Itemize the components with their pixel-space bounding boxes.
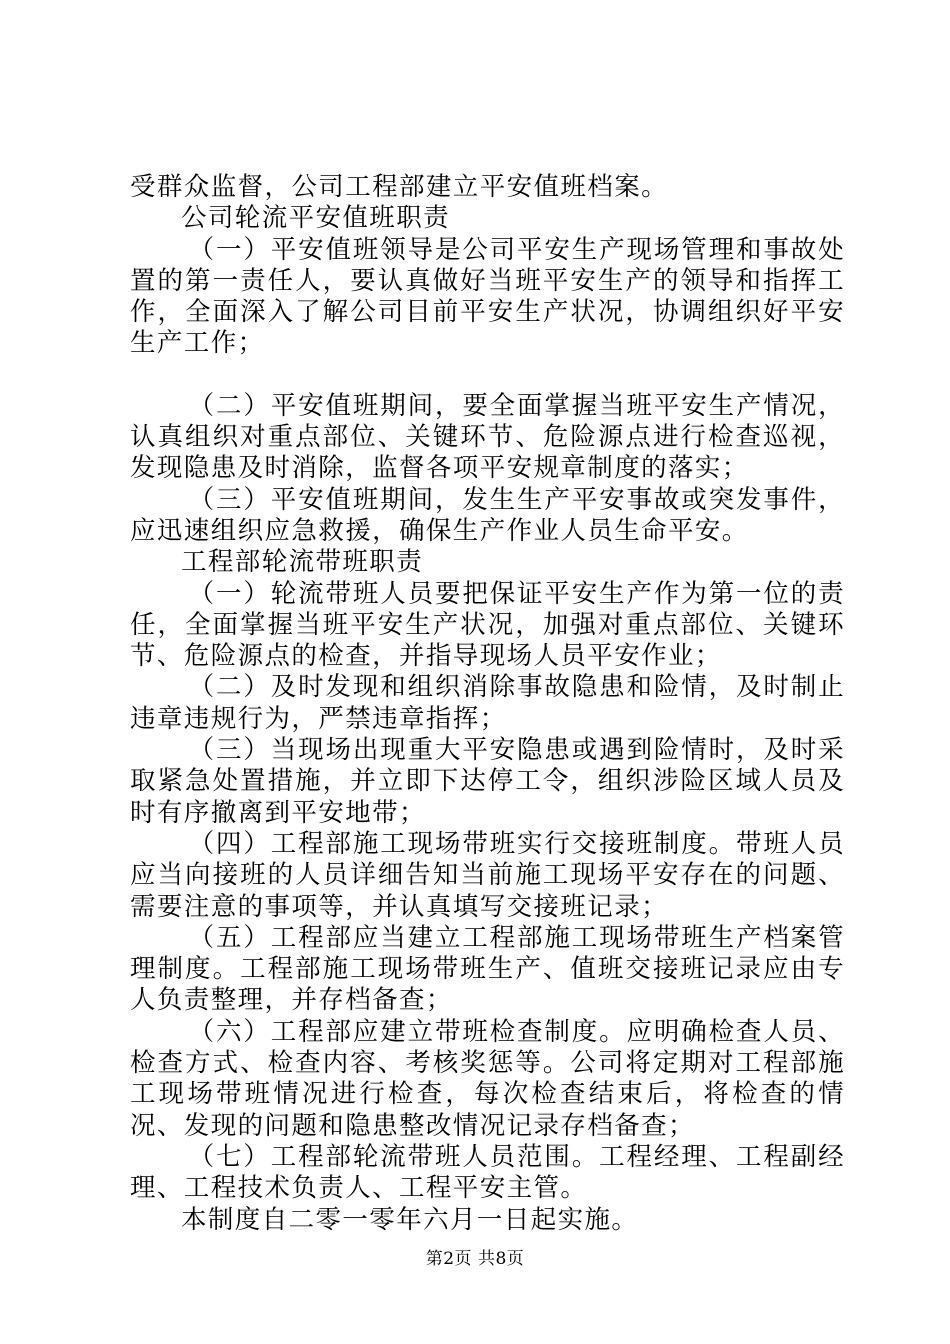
blank-line: [130, 360, 845, 391]
paragraph-shift-item-1: （一）轮流带班人员要把保证平安生产作为第一位的责任，全面掌握当班平安生产状况，加强对重点部位、关键环节、危险源点的检查，并指导现场人员平安作业；: [130, 578, 845, 672]
paragraph-shift-item-7: （七）工程部轮流带班人员范围。工程经理、工程副经理、工程技术负责人、工程平安主管。: [130, 1141, 845, 1204]
paragraph-duty-item-1: （一）平安值班领导是公司平安生产现场管理和事故处置的第一责任人，要认真做好当班平安生产的领导和指挥工作，全面深入了解公司目前平安生产状况，协调组织好平安生产工作；: [130, 234, 845, 359]
paragraph-shift-item-6: （六）工程部应建立带班检查制度。应明确检查人员、检查方式、检查内容、考核奖惩等。公司将定期对工程部施工现场带班情况进行检查，每次检查结束后，将检查的情况、发现的问题和隐患整改情况记录存档备查；: [130, 1016, 845, 1141]
paragraph-duty-item-2: （二）平安值班期间，要全面掌握当班平安生产情况，认真组织对重点部位、关键环节、危险源点进行检查巡视，发现隐患及时消除，监督各项平安规章制度的落实；: [130, 390, 845, 484]
paragraph-effective-date: 本制度自二零一零年六月一日起实施。: [181, 1204, 639, 1235]
paragraph-continuation: 受群众监督，公司工程部建立平安值班档案。: [130, 172, 669, 202]
paragraph-shift-item-2: （二）及时发现和组织消除事故隐患和险情，及时制止违章违规行为，严禁违章指挥；: [130, 672, 845, 734]
section-heading-company-duty: 公司轮流平安值班职责: [181, 203, 451, 234]
paragraph-shift-item-5: （五）工程部应当建立工程部施工现场带班生产档案管理制度。工程部施工现场带班生产、值班交接班记录应由专人负责整理，并存档备查；: [130, 922, 845, 1016]
document-body: [130, 172, 845, 1236]
page-number-footer: 第2页 共8页: [425, 1249, 525, 1269]
section-heading-engineering-duty: 工程部轮流带班职责: [181, 547, 424, 578]
paragraph-shift-item-3: （三）当现场出现重大平安隐患或遇到险情时，及时采取紧急处置措施，并立即下达停工令，组织涉险区域人员及时有序撤离到平安地带；: [130, 735, 845, 828]
paragraph-shift-item-4: （四）工程部施工现场带班实行交接班制度。带班人员应当向接班的人员详细告知当前施工现场平安存在的问题、需要注意的事项等，并认真填写交接班记录；: [130, 828, 845, 922]
paragraph-duty-item-3: （三）平安值班期间，发生生产平安事故或突发事件，应迅速组织应急救援，确保生产作业人员生命平安。: [130, 484, 845, 546]
